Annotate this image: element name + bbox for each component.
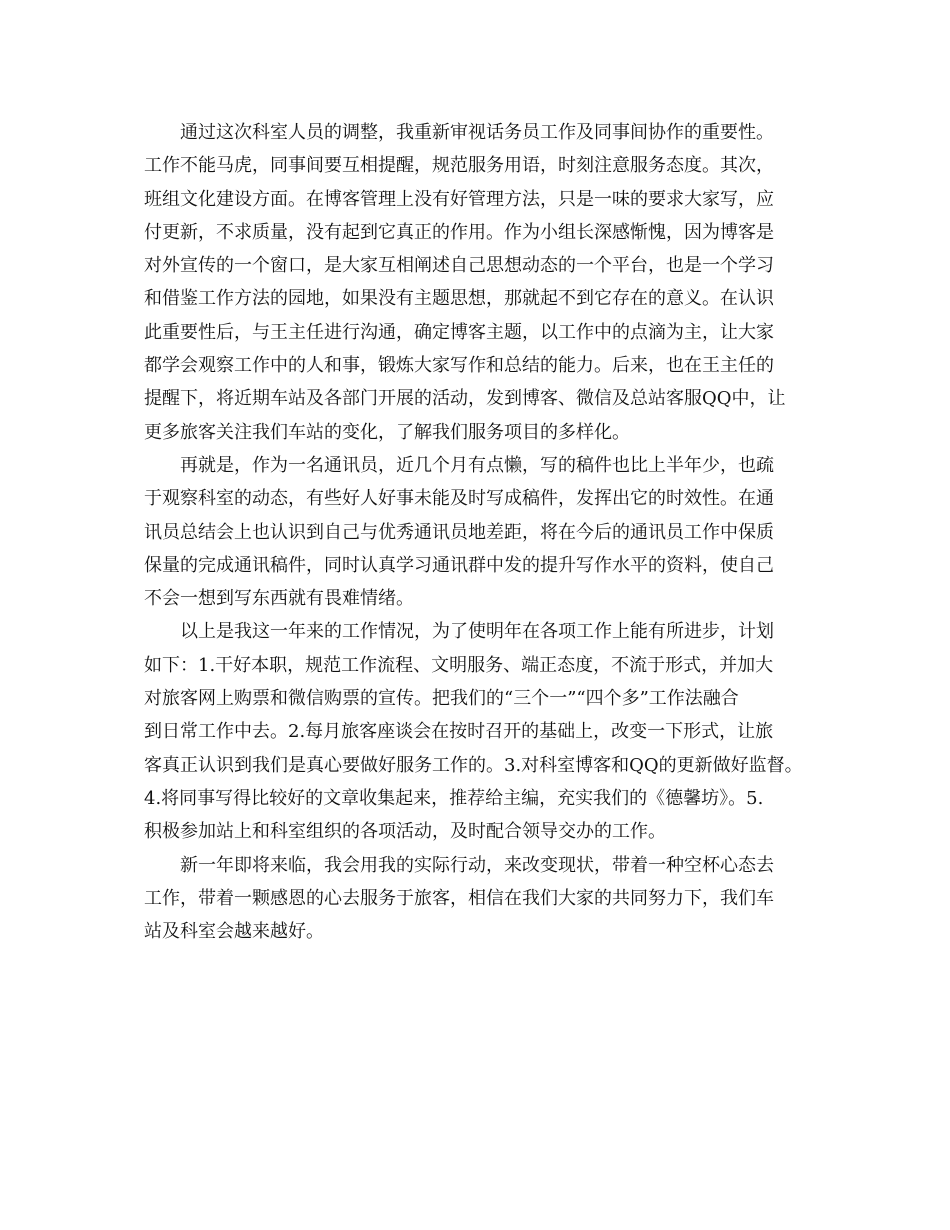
text-line: 保量的完成通讯稿件，同时认真学习通讯群中发的提升写作水平的资料，使自己 bbox=[144, 554, 774, 576]
text-line: 不会一想到写东西就有畏难情绪。 bbox=[144, 588, 414, 610]
text-line: 提醒下，将近期车站及各部门开展的活动，发到博客、微信及总站客服QQ中，让 bbox=[144, 388, 786, 410]
text-line: 讯员总结会上也认识到自己与优秀通讯员地差距，将在今后的通讯员工作中保质 bbox=[144, 521, 774, 543]
text-line: 如下：1.干好本职，规范工作流程、文明服务、端正态度，不流于形式，并加大 bbox=[144, 654, 774, 676]
text-line: 再就是，作为一名通讯员，近几个月有点懒，写的稿件也比上半年少，也疏 bbox=[180, 454, 774, 476]
text-line: 通过这次科室人员的调整，我重新审视话务员工作及同事间协作的重要性。 bbox=[180, 122, 774, 143]
text-line: 站及科室会越来越好。 bbox=[144, 921, 324, 943]
paragraph-1 bbox=[144, 116, 824, 449]
paragraph-3 bbox=[144, 615, 824, 848]
paragraph-4 bbox=[144, 849, 824, 949]
text-line: 和借鉴工作方法的园地，如果没有主题思想，那就起不到它存在的意义。在认识 bbox=[144, 288, 774, 310]
text-line: 班组文化建设方面。在博客管理上没有好管理方法，只是一味的要求大家写，应 bbox=[144, 188, 774, 210]
text-line: 付更新，不求质量，没有起到它真正的作用。作为小组长深感惭愧，因为博客是 bbox=[144, 221, 774, 243]
text-line: 以上是我这一年来的工作情况，为了使明年在各项工作上能有所进步，计划 bbox=[180, 621, 774, 643]
text-line: 于观察科室的动态，有些好人好事未能及时写成稿件，发挥出它的时效性。在通 bbox=[144, 488, 774, 510]
text-line: 此重要性后，与王主任进行沟通，确定博客主题，以工作中的点滴为主，让大家 bbox=[144, 321, 774, 343]
text-line: 4.将同事写得比较好的文章收集起来，推荐给主编，充实我们的《德馨坊》。5. bbox=[144, 787, 764, 809]
text-line: 到日常工作中去。2.每月旅客座谈会在按时召开的基础上，改变一下形式，让旅 bbox=[144, 721, 774, 743]
text-line: 对旅客网上购票和微信购票的宣传。把我们的“三个一”“四个多”工作法融合 bbox=[144, 688, 739, 710]
text-line: 更多旅客关注我们车站的变化，了解我们服务项目的多样化。 bbox=[144, 421, 630, 443]
text-line: 积极参加站上和科室组织的各项活动，及时配合领导交办的工作。 bbox=[144, 821, 666, 843]
text-line: 新一年即将来临，我会用我的实际行动，来改变现状，带着一种空杯心态去 bbox=[180, 854, 774, 876]
text-line: 对外宣传的一个窗口，是大家互相阐述自己思想动态的一个平台，也是一个学习 bbox=[144, 255, 774, 277]
text-line: 都学会观察工作中的人和事，锻炼大家写作和总结的能力。后来，也在王主任的 bbox=[144, 355, 774, 377]
paragraph-2 bbox=[144, 449, 824, 615]
text-line: 工作，带着一颗感恩的心去服务于旅客，相信在我们大家的共同努力下，我们车 bbox=[144, 887, 774, 909]
text-line: 工作不能马虎，同事间要互相提醒，规范服务用语，时刻注意服务态度。其次， bbox=[144, 155, 774, 177]
document-body bbox=[144, 116, 824, 948]
text-line: 客真正认识到我们是真心要做好服务工作的。3.对科室博客和QQ的更新做好监督。 bbox=[144, 754, 803, 776]
